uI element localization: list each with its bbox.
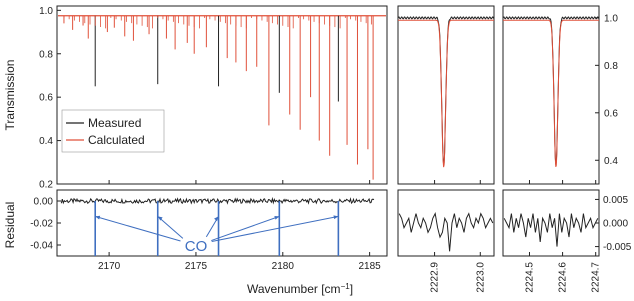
right-y-tick-label: 1.0 bbox=[604, 13, 618, 25]
zoom1-xticks bbox=[430, 180, 487, 293]
main-residual-yticks bbox=[30, 197, 61, 252]
main-transmission-panel bbox=[3, 6, 387, 191]
right-y-tick-label: 0.4 bbox=[604, 155, 618, 167]
zoom1-residual-curve bbox=[399, 214, 493, 252]
y-tick-label: 0.00 bbox=[33, 196, 53, 208]
x-tick-label: 2175 bbox=[184, 261, 208, 272]
zoom2-transmission-frame bbox=[503, 6, 599, 184]
x-axis-title-main: Wavenumber [cm bbox=[246, 282, 341, 296]
y-tick-label: 0.4 bbox=[39, 136, 53, 148]
zoom-measured-trace bbox=[503, 17, 599, 165]
y-tick-label: 0.8 bbox=[39, 49, 53, 61]
x-tick-label: 2185 bbox=[358, 261, 381, 272]
legend bbox=[62, 110, 164, 152]
co-arrow bbox=[212, 216, 339, 241]
zoom-calculated-trace bbox=[503, 20, 599, 167]
y-tick-label: 1.0 bbox=[39, 5, 53, 17]
zoom-residual-trace bbox=[504, 214, 598, 247]
legend-label-measured: Measured bbox=[88, 116, 142, 130]
main-transmission-frame bbox=[57, 6, 387, 184]
zoom-x-tick-label: 2224.5 bbox=[524, 262, 536, 293]
y-label-transmission: Transmission bbox=[3, 59, 17, 131]
y-tick-label: -0.04 bbox=[30, 240, 53, 252]
x-tick-label: 2170 bbox=[97, 261, 121, 272]
x-axis-title bbox=[247, 282, 353, 296]
residual-trace bbox=[61, 199, 374, 203]
zoom1-panels bbox=[398, 6, 494, 293]
zoom1-residual-frame bbox=[398, 190, 494, 256]
zoom-calculated-trace bbox=[398, 20, 494, 167]
right-y-tick-label: 0.8 bbox=[604, 60, 618, 72]
zoom-x-tick-label: 2223.0 bbox=[475, 262, 487, 293]
zoom-residual-trace bbox=[399, 214, 493, 252]
main-transmission-lines bbox=[58, 16, 386, 180]
zoom2-transmission-curves bbox=[503, 17, 599, 167]
right-y-tick-label: 0.000 bbox=[603, 218, 629, 230]
y-label-residual: Residual bbox=[3, 201, 17, 249]
zoom1-transmission-curves bbox=[398, 17, 494, 167]
main-residual-panel bbox=[3, 190, 387, 296]
co-annotation: CO bbox=[184, 238, 208, 255]
co-arrow bbox=[95, 216, 180, 241]
zoom2-residual-curve bbox=[504, 214, 598, 247]
zoom-x-tick-label: 2222.9 bbox=[429, 262, 441, 293]
zoom2-panels bbox=[503, 6, 632, 293]
x-axis-title-sup: −1 bbox=[340, 282, 350, 291]
main-residual-noise bbox=[61, 199, 374, 203]
right-y-tick-label: 0.6 bbox=[604, 108, 618, 120]
y-tick-label: 0.2 bbox=[39, 179, 53, 191]
zoom-x-tick-label: 2224.7 bbox=[590, 262, 602, 293]
y-tick-label: 0.6 bbox=[39, 92, 53, 104]
zoom2-xticks bbox=[524, 180, 601, 293]
zoom-right-yticks-residual bbox=[595, 195, 632, 253]
main-residual-frame bbox=[57, 190, 387, 256]
x-tick-label: 2180 bbox=[271, 261, 294, 272]
y-tick-label: -0.02 bbox=[30, 218, 53, 230]
right-y-tick-label: -0.005 bbox=[603, 242, 632, 254]
co-arrow bbox=[211, 216, 279, 240]
legend-label-calculated: Calculated bbox=[88, 133, 145, 147]
zoom-x-tick-label: 2224.6 bbox=[557, 262, 569, 293]
co-marker-lines bbox=[95, 201, 338, 256]
right-y-tick-label: 0.005 bbox=[603, 194, 629, 206]
x-axis-title-close: ] bbox=[349, 282, 354, 296]
